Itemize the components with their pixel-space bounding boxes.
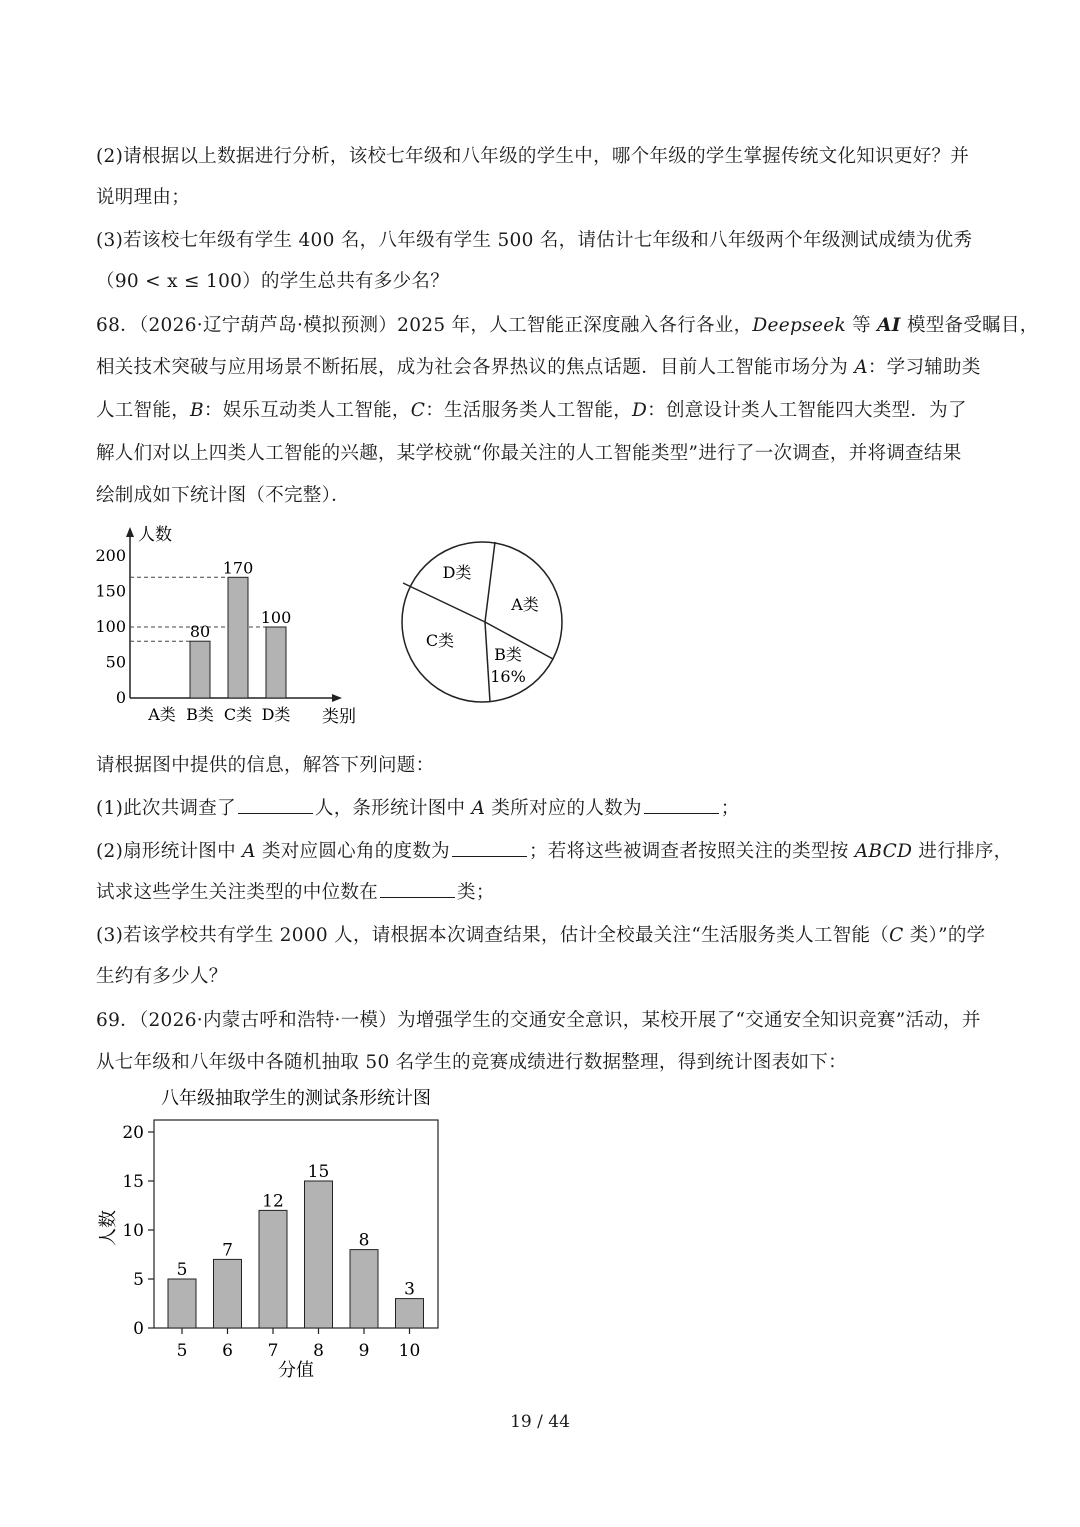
bar-value-label: 8 [358, 1230, 370, 1251]
bar-value-label: 100 [260, 608, 292, 627]
q68-sub3-text: (3)若该学校共有学生 2000 人，请根据本次调查结果，估计全校最关注“生活服务类人工智能（ [96, 925, 890, 946]
bar-value-label: 80 [189, 622, 211, 642]
y-tick-label: 20 [122, 1123, 144, 1143]
bar-value-label: 5 [176, 1260, 188, 1280]
q68-line1 [96, 311, 1039, 337]
x-tick-label: 10 [398, 1341, 421, 1361]
x-tick-label: 9 [358, 1341, 370, 1361]
bar-value-label: 3 [404, 1279, 415, 1300]
y-tick-label: 50 [105, 652, 126, 672]
q68-intro: 68．（2026·辽宁葫芦岛·模拟预测）2025 年，人工智能正深度融入各行各业， [96, 315, 753, 336]
y-tick-label: 150 [95, 581, 126, 601]
q67-part3-tail: ）的学生总共有多少名？ [242, 271, 450, 292]
bar-value-label: 170 [222, 558, 254, 578]
q68-sub3-line1 [96, 921, 985, 947]
pie-slice-label: B类 [494, 645, 522, 664]
x-axis-label: 分值 [278, 1360, 314, 1381]
q68-sub3-line2: 生约有多少人？ [96, 966, 228, 987]
pie-slice-label: D类 [442, 563, 472, 582]
q67-part2-line2: 说明理由； [96, 187, 191, 208]
q69-line1: 69．（2026·内蒙古呼和浩特·一模）为增强学生的交通安全意识，某校开展了“交通安全知识竞赛”活动，并 [96, 1010, 981, 1031]
var-a: A [854, 357, 868, 378]
q68-sub1-text: 人，条形统计图中 [314, 798, 472, 819]
pie-outline [402, 542, 562, 702]
y-axis-arrow [126, 527, 134, 537]
x-tick-label: D类 [261, 705, 291, 724]
q68-text: ：娱乐互动类人工智能， [203, 400, 411, 421]
q68-text: ：生活服务类人工智能， [425, 400, 633, 421]
chart-title: 八年级抽取学生的测试条形统计图 [161, 1088, 431, 1109]
bar [168, 1279, 196, 1328]
q68-sub1-text: (1)此次共调查了 [96, 798, 236, 819]
q69-line2: 从七年级和八年级中各随机抽取 50 名学生的竞赛成绩进行数据整理，得到统计图表如下： [96, 1052, 847, 1073]
var-a: A [242, 841, 256, 862]
bar [350, 1250, 378, 1328]
q68-text: 等 [845, 315, 878, 336]
x-tick-label: A类 [148, 705, 176, 724]
grade8-score-bar-chart [90, 1080, 460, 1385]
y-axis-label: 人数 [98, 1210, 119, 1246]
var-c: C [410, 400, 426, 421]
pie-slice-label: A类 [511, 595, 539, 614]
q68-text: 人工智能， [96, 400, 191, 421]
var-abcd: ABCD [854, 841, 913, 862]
q68-sub1-text: 类所对应的人数为 [485, 798, 642, 819]
var-c: C [889, 925, 904, 946]
y-tick-label: 15 [122, 1172, 144, 1192]
q68-line5: 绘制成如下统计图（不完整）． [96, 485, 350, 506]
q68-prompt: 请根据图中提供的信息，解答下列问题： [96, 755, 435, 776]
q68-sub2-text: ；若将这些被调查者按照关注的类型按 [528, 841, 855, 862]
paren-open: （ [96, 271, 115, 292]
bar [228, 577, 248, 698]
bar [214, 1259, 242, 1328]
y-tick-label: 200 [95, 546, 126, 565]
var-a: A [471, 798, 486, 819]
y-tick-label: 5 [133, 1270, 144, 1290]
bar [259, 1210, 287, 1328]
y-axis-label: 人数 [138, 525, 172, 545]
bar [396, 1299, 424, 1328]
x-tick-label: C类 [223, 705, 253, 724]
x-tick-label: 5 [176, 1341, 188, 1361]
pie-slice-label: C类 [425, 631, 455, 650]
bar-value-label: 15 [307, 1162, 330, 1182]
y-tick-label: 100 [95, 617, 126, 636]
answer-blank-angle[interactable] [452, 840, 527, 857]
bar-value-label: 7 [222, 1240, 233, 1261]
q68-sub1 [96, 794, 740, 820]
bar [190, 641, 210, 698]
var-b: B [190, 400, 204, 421]
score-condition: 90 < x ≤ 100 [114, 271, 243, 292]
x-axis-label: 类别 [322, 707, 356, 727]
q68-text: 相关技术突破与应用场景不断拓展，成为社会各界热议的焦点话题．目前人工智能市场分为 [96, 357, 855, 378]
q68-line2 [96, 353, 981, 379]
deepseek-term: Deepseek [752, 315, 846, 336]
x-tick-label: 8 [313, 1341, 324, 1361]
q68-text: 模型备受瞩目， [900, 315, 1039, 336]
category-bar-chart [90, 515, 380, 730]
q68-sub2-text: 进行排序， [912, 841, 1013, 862]
bar [305, 1181, 333, 1328]
pie-slice-percent: 16% [490, 667, 526, 686]
answer-blank-a-count[interactable] [644, 797, 719, 814]
bar [266, 627, 286, 698]
q68-sub2-text: 类对应圆心角的度数为 [255, 841, 450, 862]
bar-value-label: 12 [262, 1191, 284, 1212]
q68-sub3-text: 类）”的学 [903, 925, 986, 946]
q68-sub2-text: (2)扇形统计图中 [96, 841, 243, 862]
q68-text: ：创意设计类人工智能四大类型．为了 [647, 400, 967, 421]
plot-frame [154, 1120, 438, 1328]
page-number: 19 / 44 [510, 1412, 570, 1432]
q68-sub2-text: 试求这些学生关注类型的中位数在 [96, 882, 379, 903]
q67-part3-line1: (3)若该校七年级有学生 400 名，八年级有学生 500 名，请估计七年级和八年级两个年级测试成绩为优秀 [96, 230, 973, 251]
var-d: D [632, 400, 648, 421]
x-axis-arrow [332, 694, 342, 702]
answer-blank-median[interactable] [380, 881, 455, 898]
y-tick-label: 0 [115, 688, 126, 707]
q67-part2-line1: (2)请根据以上数据进行分析，该校七年级和八年级的学生中，哪个年级的学生掌握传统文化知识更好？并 [96, 146, 970, 167]
q68-text: ：学习辅助类 [867, 357, 981, 378]
q68-line4: 解人们对以上四类人工智能的兴趣，某学校就“你最关注的人工智能类型”进行了一次调查，并将调查结果 [96, 443, 962, 464]
category-pie-chart [395, 535, 570, 710]
q68-sub2-line2 [96, 878, 495, 904]
q67-part3-line2 [96, 267, 449, 293]
q68-sub1-text: ； [720, 798, 740, 819]
answer-blank-total[interactable] [238, 797, 313, 814]
x-tick-label: 6 [222, 1341, 233, 1361]
q68-line3 [96, 396, 967, 422]
y-tick-label: 10 [122, 1221, 144, 1241]
x-tick-label: 7 [267, 1341, 279, 1361]
q68-sub2-text: 类； [457, 882, 495, 903]
q68-sub2-line1 [96, 837, 1012, 863]
ai-term: AI [877, 315, 901, 336]
x-tick-label: B类 [186, 705, 214, 724]
y-tick-label: 0 [133, 1319, 144, 1339]
